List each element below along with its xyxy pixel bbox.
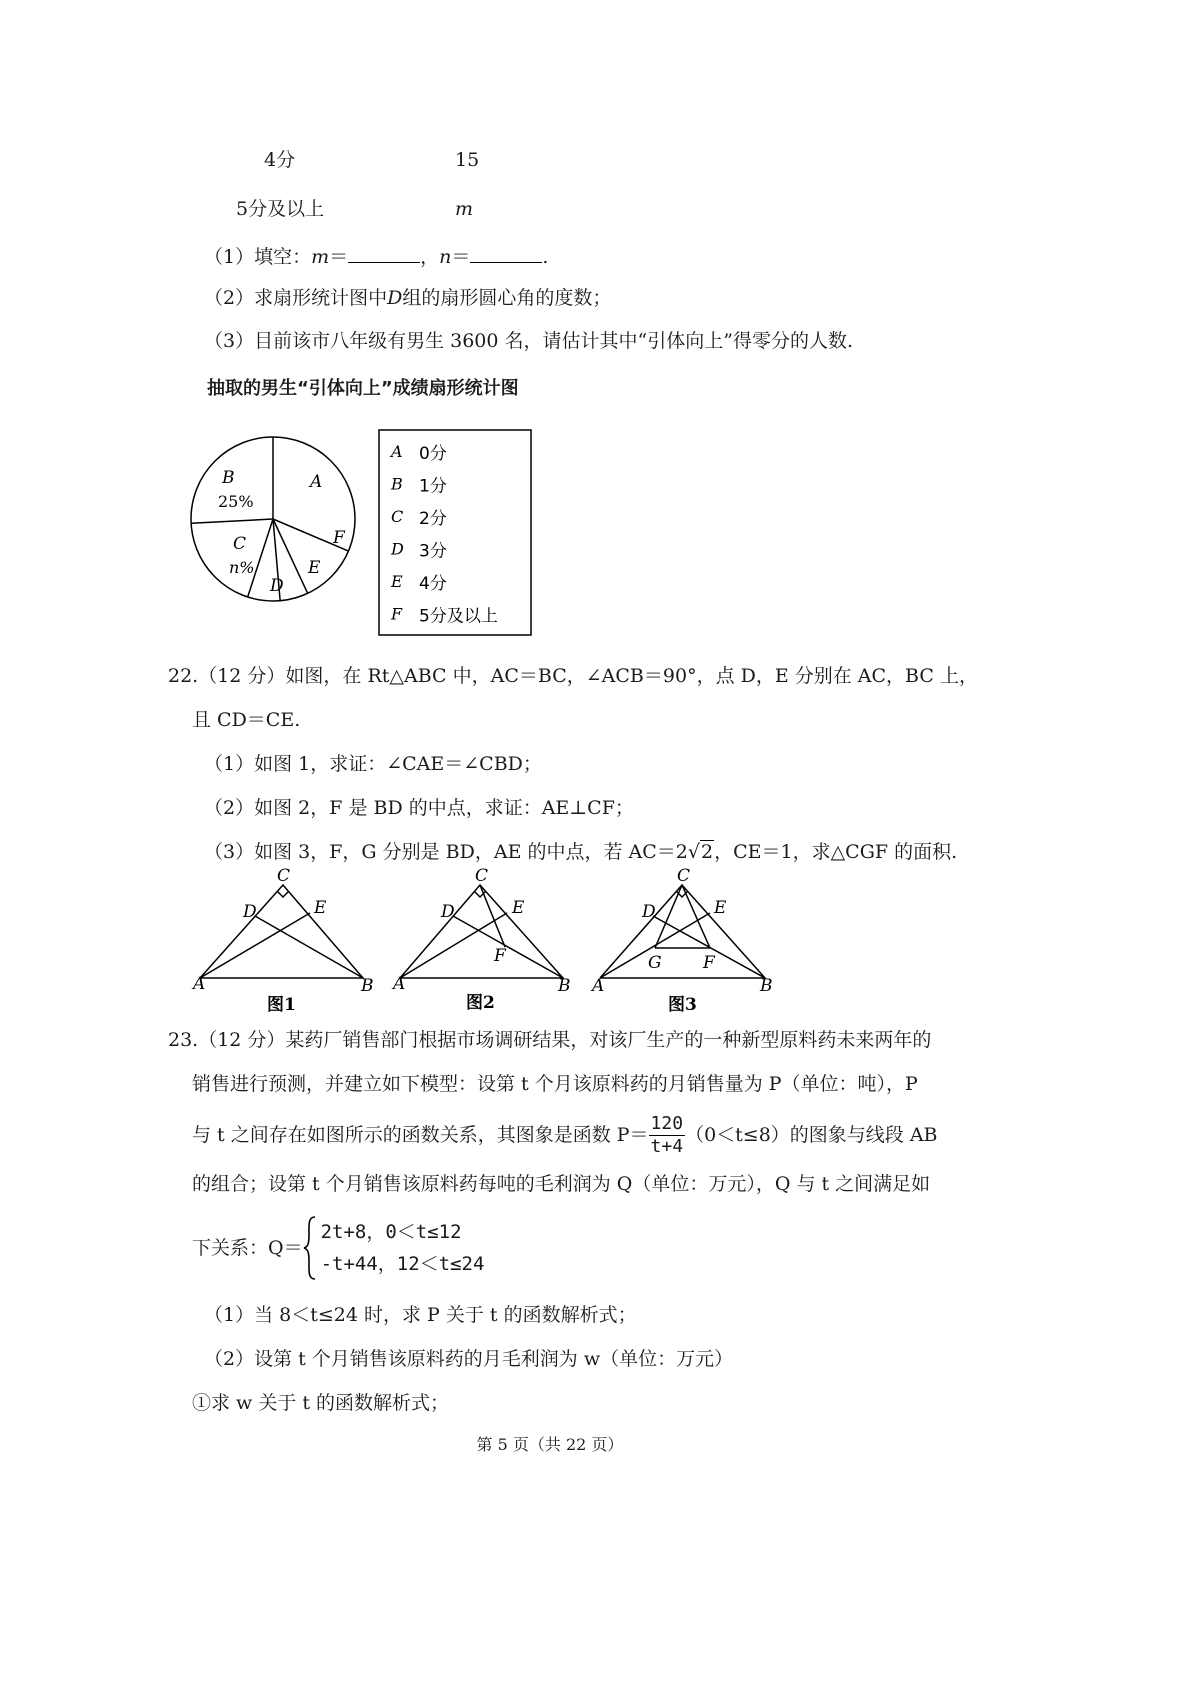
- fig2-label-E: E: [512, 898, 525, 918]
- legend-key: B: [391, 474, 403, 494]
- q23-stem-line3: 与 t 之间存在如图所示的函数关系，其图象是函数 P＝ $\frac{120}{t+4}$ （0＜t≤8）的图象与线段 AB: [192, 1112, 938, 1157]
- fig1-label-C: C: [277, 866, 291, 886]
- pie-slice-label: B: [222, 468, 235, 488]
- fig1-line-BD: [255, 916, 363, 978]
- fig1-right-angle: [277, 891, 289, 897]
- legend-key: F: [391, 604, 403, 624]
- fig1-label-B: B: [361, 976, 374, 996]
- fig1-label-E: E: [314, 898, 327, 918]
- q23-stem-line4: 的组合；设第 t 个月销售该原料药每吨的毛利润为 Q（单位：万元），Q 与 t 之间满足如: [192, 1173, 931, 1195]
- fig3-label-A: A: [592, 976, 605, 996]
- legend-label: 5分及以上: [419, 606, 498, 627]
- q23-stem-line2: 销售进行预测，并建立如下模型：设第 t 个月该原料药的月销售量为 P（单位：吨），P: [192, 1073, 918, 1095]
- fig1-label-A: A: [193, 974, 206, 994]
- table-row-count: m: [455, 198, 474, 220]
- legend-key: C: [391, 507, 404, 526]
- legend-key: A: [391, 442, 403, 461]
- q22-stem-line1: 22.（12 分）如图，在 Rt△ABC 中，AC＝BC，∠ACB＝90°，点 D，E 分别在 AC，BC 上，: [168, 665, 978, 687]
- fig3-label-C: C: [677, 866, 691, 886]
- fig3-label-F: F: [703, 953, 715, 973]
- answer-blank-m[interactable]: [348, 246, 420, 263]
- q23-piecewise: 下关系：Q＝ 2t+8，0＜t≤12 -t+44，12＜t≤24: [192, 1213, 484, 1283]
- fig3-label-G: G: [648, 953, 662, 973]
- pie-slice-boundary: [191, 519, 273, 523]
- fig3-line-CF: [682, 885, 710, 948]
- pie-slice-label: F: [333, 528, 345, 548]
- table-row-count: 15: [455, 149, 480, 171]
- q22-part2: （2）如图 2，F 是 BD 的中点，求证：AE⊥CF；: [204, 797, 634, 819]
- fig3-label-E: E: [714, 898, 727, 918]
- fig3-label-B: B: [760, 976, 773, 996]
- legend-label: 3分: [419, 541, 447, 562]
- fig3-line-CG: [655, 885, 682, 948]
- fig2-line-AE: [400, 913, 507, 978]
- q21-part3: （3）目前该市八年级有男生 3600 名，请估计其中“引体向上”得零分的人数.: [204, 330, 853, 352]
- fig3-caption: 图3: [668, 995, 697, 1015]
- fig1-line-AE: [200, 913, 310, 978]
- table-row-score: 5分及以上: [236, 198, 325, 220]
- fig2-line-BD: [453, 916, 563, 978]
- fig2-caption: 图2: [466, 993, 495, 1013]
- fig3-label-D: D: [642, 902, 656, 922]
- pie-chart: [185, 425, 560, 640]
- fraction-120-over-t-plus-4: $\frac{120}{t+4}$: [650, 1112, 684, 1157]
- pie-slice-label: A: [310, 472, 323, 492]
- q21-part2: （2）求扇形统计图中D组的扇形圆心角的度数；: [204, 287, 612, 309]
- table-row-score: 4分: [264, 149, 296, 171]
- pie-slice-label: C: [233, 534, 247, 554]
- answer-blank-n[interactable]: [470, 246, 542, 263]
- q22-stem-line2: 且 CD＝CE.: [192, 709, 301, 731]
- q23-part2: （2）设第 t 个月销售该原料药的月毛利润为 w（单位：万元）: [204, 1348, 734, 1370]
- legend-key: E: [391, 572, 403, 591]
- fig1-label-D: D: [243, 902, 257, 922]
- pie-slice-value: 25%: [218, 492, 254, 511]
- legend-label: 2分: [419, 509, 447, 529]
- fig2-label-B: B: [558, 976, 571, 996]
- fig2-label-F: F: [494, 946, 506, 966]
- pie-slice-label: E: [308, 558, 321, 578]
- pie-slice-label: D: [270, 576, 284, 596]
- fig2-label-D: D: [441, 902, 455, 922]
- legend-label: 1分: [419, 476, 447, 497]
- legend-label: 0分: [419, 444, 447, 464]
- q21-part1: （1）填空：m＝ ，n＝ .: [204, 246, 549, 268]
- q22-part3: （3）如图 3，F，G 分别是 BD，AE 的中点，若 AC＝2√2，CE＝1，求△CGF 的面积.: [204, 841, 958, 863]
- q22-part1: （1）如图 1，求证：∠CAE＝∠CBD；: [204, 753, 542, 775]
- fig1-caption: 图1: [267, 995, 296, 1015]
- fig2-label-A: A: [393, 974, 406, 994]
- legend-key: D: [391, 539, 404, 559]
- legend-label: 4分: [419, 574, 447, 594]
- fig2-label-C: C: [475, 866, 489, 886]
- q23-part2-sub1: ①求 w 关于 t 的函数解析式；: [192, 1392, 450, 1414]
- page-footer: 第 5 页（共 22 页）: [476, 1435, 624, 1454]
- left-brace-icon: [303, 1215, 317, 1281]
- q23-part1: （1）当 8＜t≤24 时，求 P 关于 t 的函数解析式；: [204, 1304, 637, 1326]
- geometry-figures: [185, 865, 785, 1020]
- q23-stem-line1: 23.（12 分）某药厂销售部门根据市场调研结果，对该厂生产的一种新型原料药未来两年的: [168, 1029, 932, 1051]
- pie-slice-value: n%: [229, 558, 255, 577]
- chart-title: 抽取的男生“引体向上”成绩扇形统计图: [207, 378, 519, 399]
